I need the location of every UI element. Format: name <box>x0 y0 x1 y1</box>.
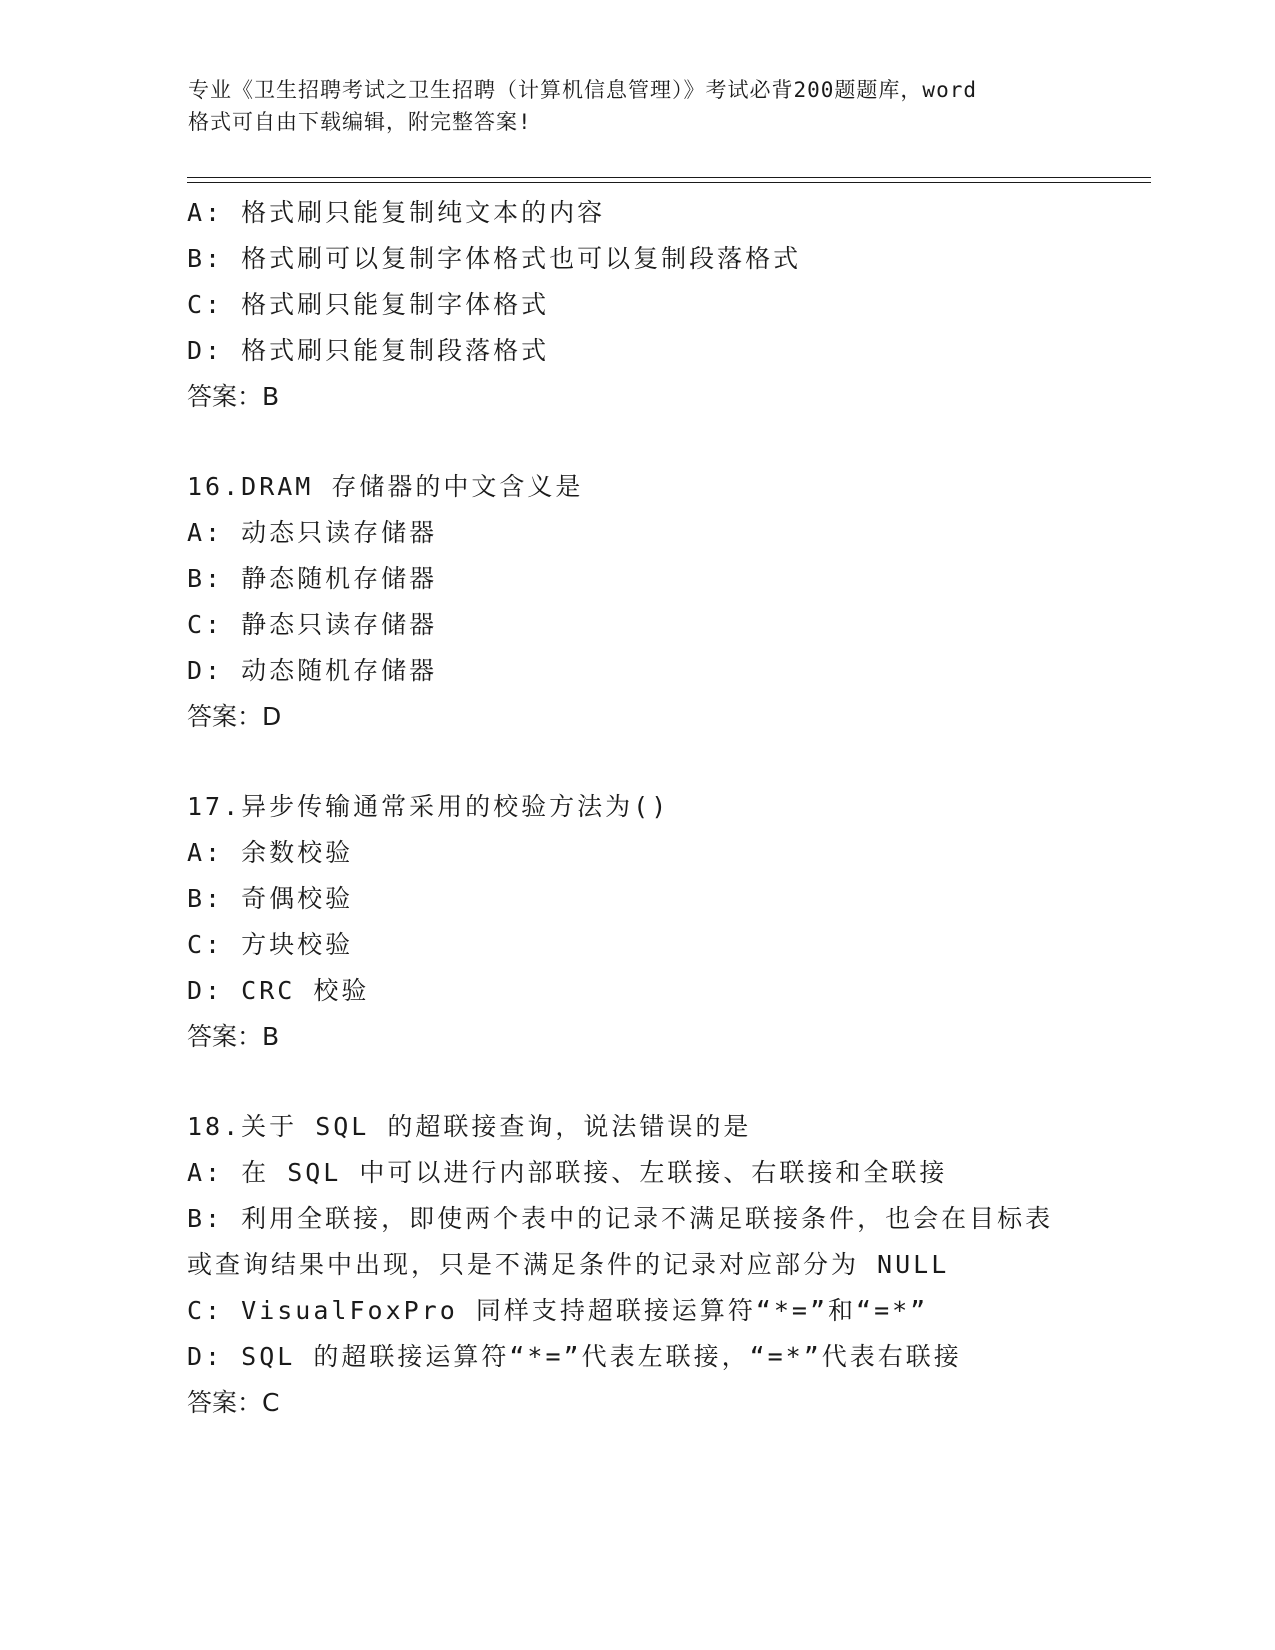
question-17 <box>187 784 1087 1060</box>
answer: 答案：D <box>187 702 282 731</box>
option-a: A: 余数校验 <box>187 838 354 867</box>
option-b-continued: 或查询结果中出现，只是不满足条件的记录对应部分为 NULL <box>187 1250 950 1279</box>
option-b: B: 奇偶校验 <box>187 884 354 913</box>
option-a: A: 格式刷只能复制纯文本的内容 <box>187 198 606 227</box>
spacer <box>187 420 1087 464</box>
option-b: B: 利用全联接，即使两个表中的记录不满足联接条件，也会在目标表 <box>187 1204 1054 1233</box>
option-d: D: 动态随机存储器 <box>187 656 438 685</box>
spacer <box>187 740 1087 784</box>
question-stem: 17.异步传输通常采用的校验方法为() <box>187 792 670 821</box>
header-line-2: 格式可自由下载编辑，附完整答案! <box>188 110 532 134</box>
document-header <box>188 74 1088 138</box>
question-stem: 18.关于 SQL 的超联接查询，说法错误的是 <box>187 1112 752 1141</box>
header-rule-top <box>187 177 1151 178</box>
option-a: A: 动态只读存储器 <box>187 518 438 547</box>
option-a: A: 在 SQL 中可以进行内部联接、左联接、右联接和全联接 <box>187 1158 948 1187</box>
answer: 答案：C <box>187 1388 280 1417</box>
question-stem: 16.DRAM 存储器的中文含义是 <box>187 472 584 501</box>
option-d: D: 格式刷只能复制段落格式 <box>187 336 550 365</box>
answer: 答案：B <box>187 1022 280 1051</box>
question-16 <box>187 464 1087 740</box>
answer: 答案：B <box>187 382 280 411</box>
document-body <box>187 190 1087 1426</box>
option-c: C: VisualFoxPro 同样支持超联接运算符“*=”和“=*” <box>187 1296 929 1325</box>
option-c: C: 格式刷只能复制字体格式 <box>187 290 550 319</box>
header-rule-bottom <box>187 182 1151 183</box>
option-b: B: 格式刷可以复制字体格式也可以复制段落格式 <box>187 244 802 273</box>
option-c: C: 方块校验 <box>187 930 354 959</box>
option-d: D: CRC 校验 <box>187 976 370 1005</box>
question-18 <box>187 1104 1087 1426</box>
spacer <box>187 1060 1087 1104</box>
option-b: B: 静态随机存储器 <box>187 564 438 593</box>
option-c: C: 静态只读存储器 <box>187 610 438 639</box>
option-d: D: SQL 的超联接运算符“*=”代表左联接，“=*”代表右联接 <box>187 1342 962 1371</box>
header-line-1: 专业《卫生招聘考试之卫生招聘（计算机信息管理）》考试必背200题题库，word <box>188 78 977 102</box>
question-15-continued <box>187 190 1087 420</box>
